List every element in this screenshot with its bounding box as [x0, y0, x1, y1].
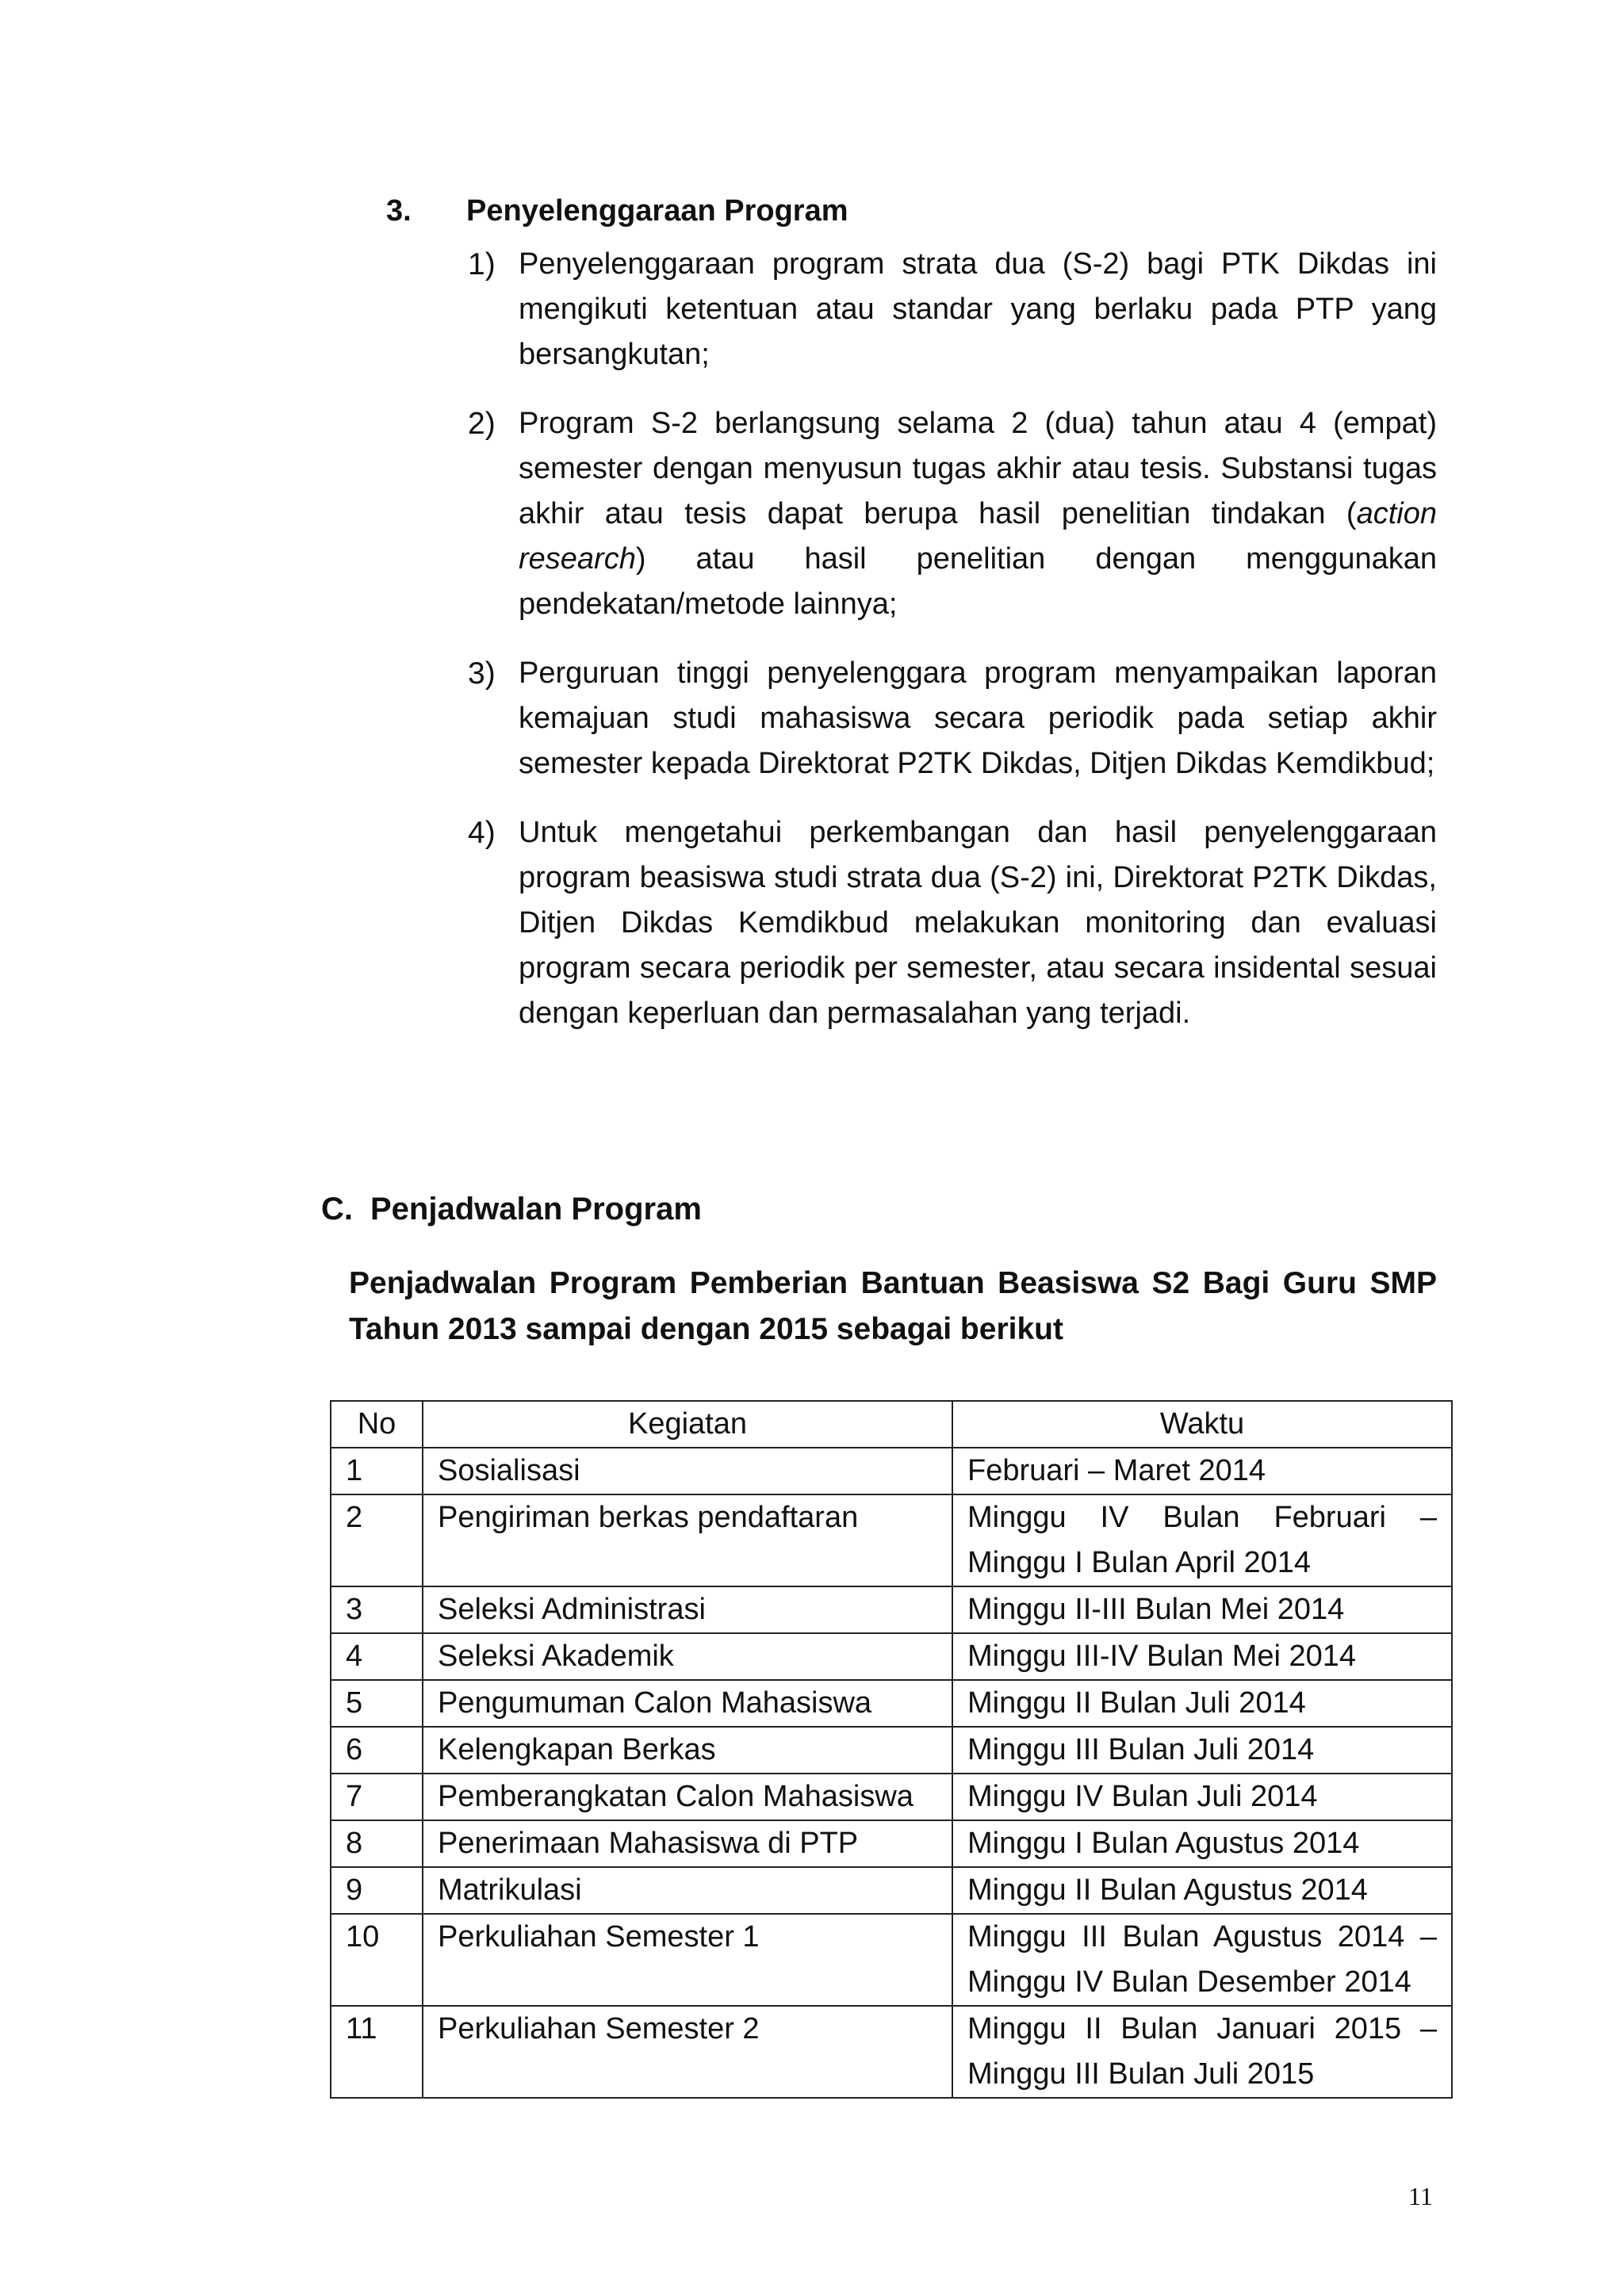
table-row	[331, 1820, 1452, 1867]
list-item-text: Penyelenggaraan program strata dua (S-2) bagi PTK Dikdas ini mengikuti ketentuan atau standar yang berlaku pada PTP yang bersangkutan;	[519, 247, 1437, 371]
cell-kegiatan: Sosialisasi	[423, 1448, 952, 1494]
table-row	[331, 1448, 1452, 1494]
table-header-row	[331, 1401, 1452, 1448]
cell-waktu: Minggu III-IV Bulan Mei 2014	[952, 1633, 1452, 1680]
table-row	[331, 1586, 1452, 1633]
list-item-number: 2)	[468, 407, 496, 441]
section-label: C.	[321, 1192, 353, 1226]
list-item	[468, 810, 1437, 1036]
cell-kegiatan: Seleksi Administrasi	[423, 1586, 952, 1633]
cell-no: 10	[331, 1914, 423, 2006]
list-item-text: Program S-2 berlangsung selama 2 (dua) tahun atau 4 (empat) semester dengan menyusun tugas akhir atau tesis. Substansi tugas akhir atau tesis dapat berupa hasil penelitian tindakan (action research) atau hasil penelitian dengan menggunakan pendekatan/metode lainnya;	[519, 407, 1437, 621]
list-item-number: 1)	[468, 247, 496, 281]
cell-no: 11	[331, 2006, 423, 2098]
cell-kegiatan: Perkuliahan Semester 2	[423, 2006, 952, 2098]
cell-waktu: Minggu I Bulan Agustus 2014	[952, 1820, 1452, 1867]
cell-waktu: Minggu IV Bulan Juli 2014	[952, 1774, 1452, 1820]
column-header-no: No	[331, 1401, 423, 1448]
cell-no: 4	[331, 1633, 423, 1680]
list-item	[468, 651, 1437, 786]
list-item-text: Perguruan tinggi penyelenggara program menyampaikan laporan kemajuan studi mahasiswa secara periodik pada setiap akhir semester kepada Direktorat P2TK Dikdas, Ditjen Dikdas Kemdikbud;	[519, 656, 1437, 780]
table-row	[331, 1774, 1452, 1820]
schedule-table	[330, 1400, 1453, 2099]
cell-no: 1	[331, 1448, 423, 1494]
cell-kegiatan: Pemberangkatan Calon Mahasiswa	[423, 1774, 952, 1820]
column-header-waktu: Waktu	[952, 1401, 1452, 1448]
cell-waktu: Minggu III Bulan Juli 2014	[952, 1727, 1452, 1774]
list-item-number: 3)	[468, 656, 496, 691]
section-intro: Penjadwalan Program Pemberian Bantuan Beasiswa S2 Bagi Guru SMP Tahun 2013 sampai dengan 2015 sebagai berikut	[349, 1266, 1437, 1346]
list-item-text: Untuk mengetahui perkembangan dan hasil penyelenggaraan program beasiswa studi strata dua (S-2) ini, Direktorat P2TK Dikdas, Ditjen Dikdas Kemdikbud melakukan monitoring dan evaluasi program secara periodik per semester, atau secara insidental sesuai dengan keperluan dan permasalahan yang terjadi.	[519, 816, 1437, 1030]
cell-waktu: Minggu III Bulan Agustus 2014 – Minggu IV Bulan Desember 2014	[952, 1914, 1452, 2006]
column-header-kegiatan: Kegiatan	[423, 1401, 952, 1448]
cell-no: 9	[331, 1867, 423, 1914]
cell-kegiatan: Matrikulasi	[423, 1867, 952, 1914]
cell-kegiatan: Pengumuman Calon Mahasiswa	[423, 1680, 952, 1727]
cell-no: 3	[331, 1586, 423, 1633]
page-number: 11	[1408, 2182, 1433, 2210]
cell-kegiatan: Penerimaan Mahasiswa di PTP	[423, 1820, 952, 1867]
list-item	[468, 401, 1437, 627]
cell-kegiatan: Perkuliahan Semester 1	[423, 1914, 952, 2006]
cell-waktu: Minggu IV Bulan Februari – Minggu I Bulan April 2014	[952, 1494, 1452, 1586]
table-row	[331, 2006, 1452, 2098]
cell-no: 7	[331, 1774, 423, 1820]
table-row	[331, 1680, 1452, 1727]
section-title: Penyelenggaraan Program	[466, 194, 848, 228]
list-item	[468, 242, 1437, 377]
cell-no: 6	[331, 1727, 423, 1774]
cell-kegiatan: Seleksi Akademik	[423, 1633, 952, 1680]
section-title: Penjadwalan Program	[370, 1192, 702, 1226]
cell-kegiatan: Kelengkapan Berkas	[423, 1727, 952, 1774]
table-row	[331, 1867, 1452, 1914]
cell-waktu: Minggu II Bulan Juli 2014	[952, 1680, 1452, 1727]
cell-waktu: Februari – Maret 2014	[952, 1448, 1452, 1494]
cell-waktu: Minggu II Bulan Januari 2015 – Minggu III Bulan Juli 2015	[952, 2006, 1452, 2098]
italic-term: action research	[519, 497, 1437, 576]
list-item-number: 4)	[468, 816, 496, 850]
cell-kegiatan: Pengiriman berkas pendaftaran	[423, 1494, 952, 1586]
cell-waktu: Minggu II Bulan Agustus 2014	[952, 1867, 1452, 1914]
cell-no: 2	[331, 1494, 423, 1586]
cell-no: 5	[331, 1680, 423, 1727]
numbered-list	[468, 242, 1437, 1060]
table-row	[331, 1914, 1452, 2006]
section-number: 3.	[386, 194, 412, 228]
cell-waktu: Minggu II-III Bulan Mei 2014	[952, 1586, 1452, 1633]
table-row	[331, 1494, 1452, 1586]
table-row	[331, 1633, 1452, 1680]
table-row	[331, 1727, 1452, 1774]
cell-no: 8	[331, 1820, 423, 1867]
